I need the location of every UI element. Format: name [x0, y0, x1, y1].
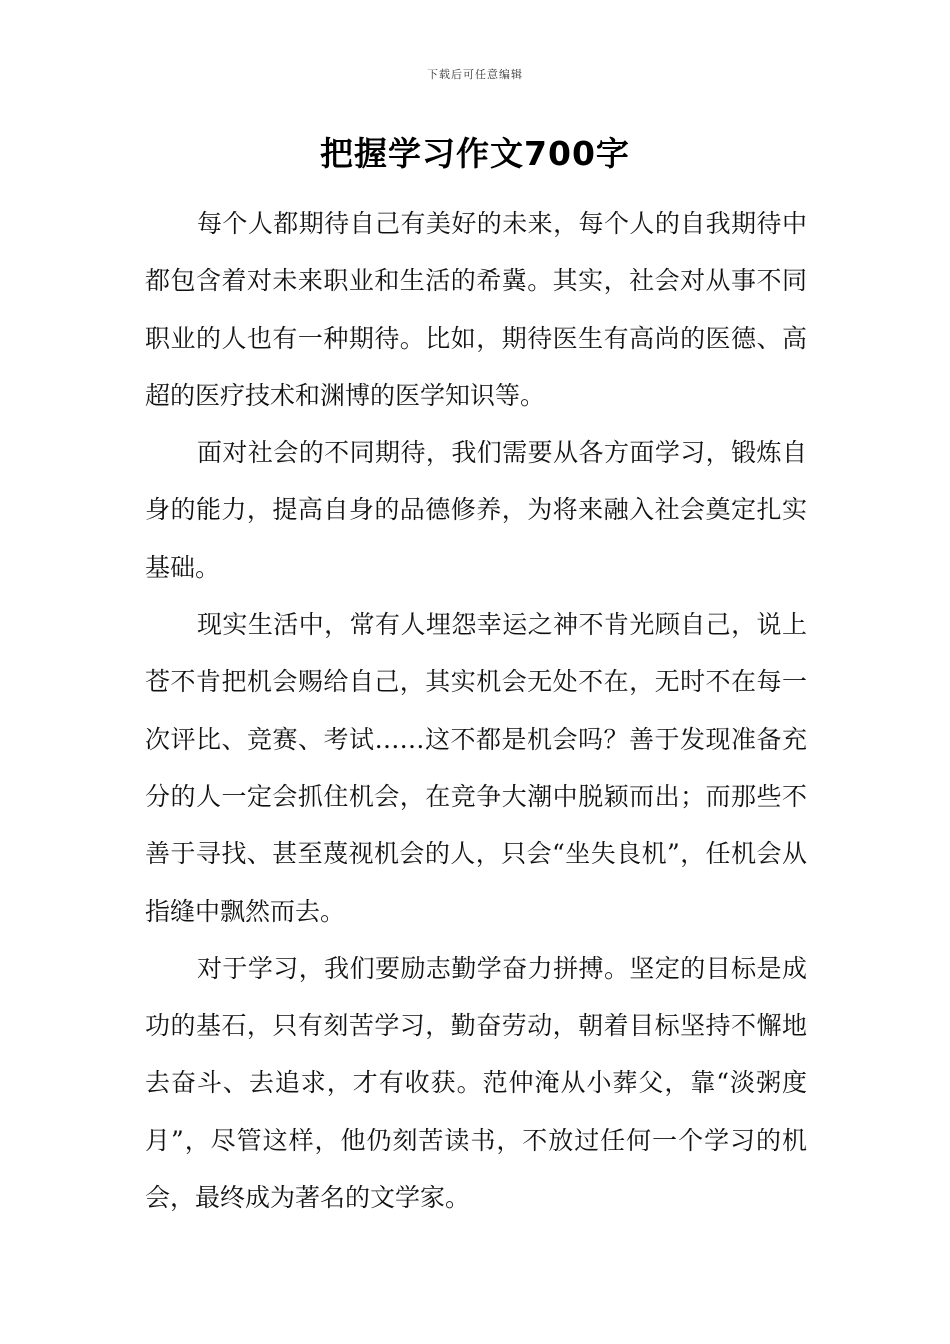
document-body [145, 195, 807, 1226]
paragraph: 每个人都期待自己有美好的未来，每个人的自我期待中都包含着对未来职业和生活的希冀。其实，社会对从事不同职业的人也有一种期待。比如，期待医生有高尚的医德、高超的医疗技术和渊博的医学知识等。 [145, 209, 807, 410]
paragraph: 对于学习，我们要励志勤学奋力拼搏。坚定的目标是成功的基石，只有刻苦学习，勤奋劳动，朝着目标坚持不懈地去奋斗、去追求，才有收获。范仲淹从小葬父，靠“淡粥度月”，尽管这样，他仍刻苦读书，不放过任何一个学习的机会，最终成为著名的文学家。 [145, 953, 807, 1213]
paragraph: 现实生活中，常有人埋怨幸运之神不肯光顾自己，说上苍不肯把机会赐给自己，其实机会无处不在，无时不在每一次评比、竞赛、考试……这不都是机会吗？善于发现准备充分的人一定会抓住机会，在竞争大潮中脱颖而出；而那些不善于寻找、甚至蔑视机会的人，只会“坐失良机”，任机会从指缝中飘然而去。 [145, 610, 807, 926]
paragraph: 面对社会的不同期待，我们需要从各方面学习，锻炼自身的能力，提高自身的品德修养，为将来融入社会奠定扎实基础。 [145, 438, 807, 582]
document-title: 把握学习作文700字 [320, 134, 630, 173]
header-note: 下载后可任意编辑 [427, 68, 523, 81]
